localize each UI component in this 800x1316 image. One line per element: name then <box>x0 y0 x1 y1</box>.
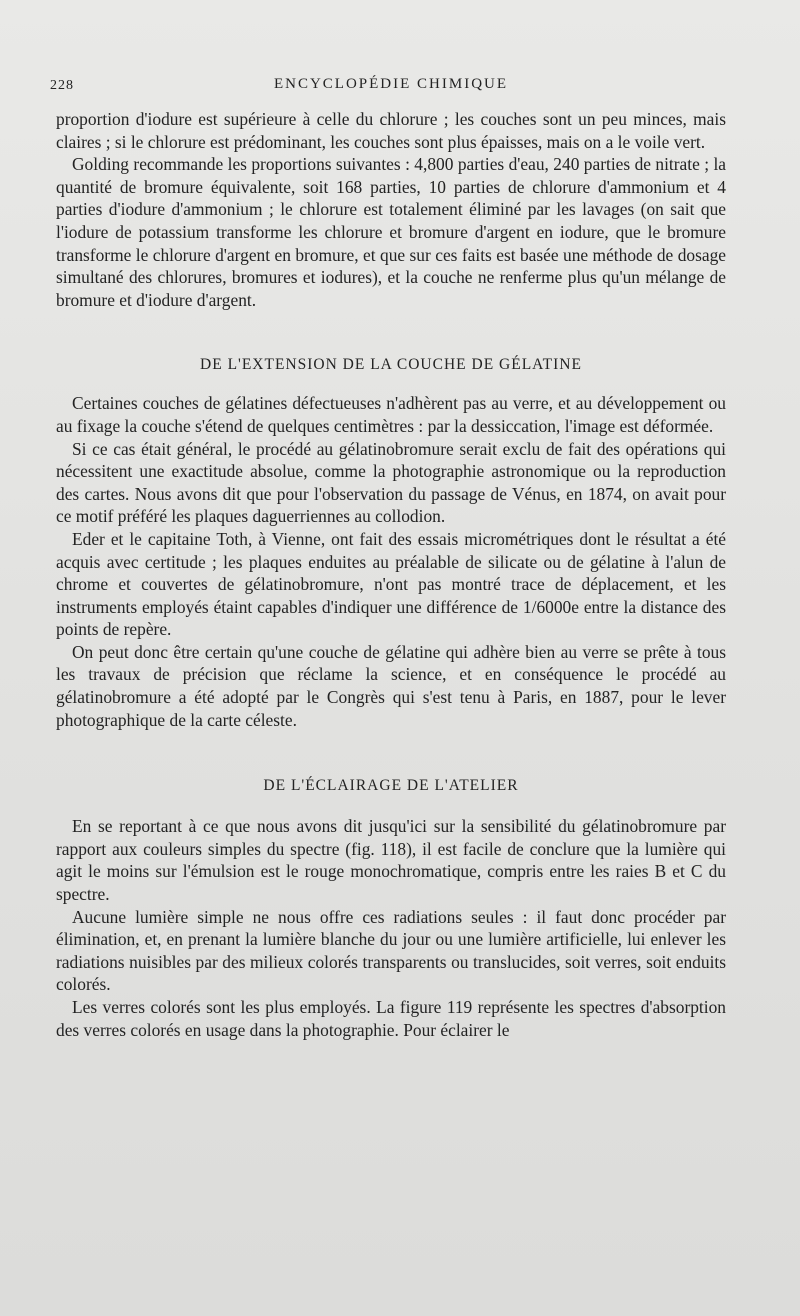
running-title: ENCYCLOPÉDIE CHIMIQUE <box>273 76 509 92</box>
paragraph-extension-4: On peut donc être certain qu'une couche de gélatine qui adhère bien au verre se prête à tous les travaux de précision que réclame la science, et en conséquence le procédé au gélatinobromure a été adopté par le Congrès qui s'est tenu à Paris, en 1887, pour le lever photographique de la carte céleste. <box>56 641 726 730</box>
paragraph-eclairage-3: Les verres colorés sont les plus employés. La figure 119 représente les spectres d'absorption des verres colorés en usage dans la photographie. Pour éclairer le <box>56 997 726 1040</box>
paragraph-extension-2: Si ce cas était général, le procédé au gélatinobromure serait exclu de fait des opérations qui nécessitent une exactitude absolue, comme la photographie astronomique ou la reproduction des cartes. Nous avons dit que pour l'observation du passage de Vénus, en 1874, on avait pour ce motif préféré les plaques daguerriennes au collodion. <box>56 438 726 527</box>
page-number: 228 <box>50 78 74 93</box>
paragraph-eclairage-1: En se reportant à ce que nous avons dit jusqu'ici sur la sensibilité du gélatinobromure par rapport aux couleurs simples du spectre (fig. 118), il est facile de conclure que la lumière qui agit le moins sur l'émulsion est le rouge monochromatique, compris entre les raies B et C du spectre. <box>56 816 726 905</box>
section-heading-eclairage: DE L'ÉCLAIRAGE DE L'ATELIER <box>263 777 519 795</box>
paragraph-intro-1: proportion d'iodure est supérieure à celle du chlorure ; les couches sont un peu minces, mais claires ; si le chlorure est prédominant, les couches sont plus épaisses, mais on a le voile vert. <box>56 109 726 152</box>
paragraph-extension-3: Eder et le capitaine Toth, à Vienne, ont fait des essais micrométriques dont le résultat a été acquis avec certitude ; les plaques enduites au préalable de silicate ou de gélatine à l'alun de chrome et couvertes de gélatinobromure, n'ont pas montré trace de déplacement, et les instruments employés étaint capables d'indiquer une différence de 1/6000e entre la distance des points de repère. <box>56 528 726 640</box>
section-heading-extension: DE L'EXTENSION DE LA COUCHE DE GÉLATINE <box>200 356 582 374</box>
paragraph-intro-2: Golding recommande les proportions suivantes : 4,800 parties d'eau, 240 parties de nitrate ; la quantité de bromure équivalente, soit 168 parties, 10 parties de chlorure d'ammonium et 4 parties d'iodure d'ammonium ; le chlorure est totalement éliminé par les lavages (on sait que l'iodure de potassium transforme les chlorure et bromure d'argent en iodure, que le bromure transforme le chlorure d'argent en bromure, et que sur ces faits est basée une méthode de dosage simultané des chlorures, bromures et iodures), et la couche ne renferme plus qu'un mélange de bromure et d'iodure d'argent. <box>56 154 726 310</box>
running-head <box>50 68 726 98</box>
paragraph-eclairage-2: Aucune lumière simple ne nous offre ces radiations seules : il faut donc procéder par élimination, et, en prenant la lumière blanche du jour ou une lumière artificielle, lui enlever les radiations nuisibles par des milieux colorés transparents ou translucides, soit verres, soit enduits colorés. <box>56 906 726 995</box>
paragraph-extension-1: Certaines couches de gélatines défectueuses n'adhèrent pas au verre, et au développement ou au fixage la couche s'étend de quelques centimètres : par la dessiccation, l'image est déformée. <box>56 393 726 436</box>
